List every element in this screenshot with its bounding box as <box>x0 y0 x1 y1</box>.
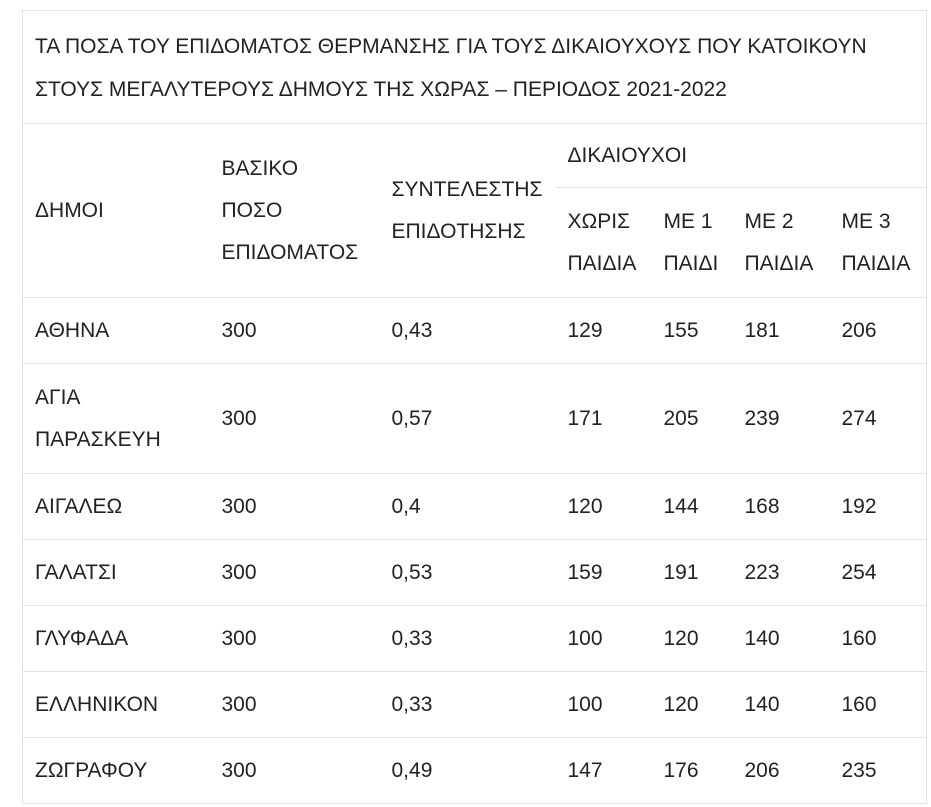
table-row <box>23 474 927 540</box>
table-row <box>23 298 927 364</box>
header-two-children-line1: ΜΕ 2 <box>744 209 794 233</box>
cell-one-child: 155 <box>652 298 733 364</box>
cell-municipality: ΓΛΥΦΑΔΑ <box>23 606 210 672</box>
header-three-children-line1: ΜΕ 3 <box>841 209 891 233</box>
header-municipality: ΔΗΜΟΙ <box>23 124 210 298</box>
header-no-children-line2: ΠΑΙΔΙΑ <box>567 251 637 275</box>
cell-coefficient: 0,53 <box>380 540 556 606</box>
cell-coefficient: 0,33 <box>380 672 556 738</box>
cell-one-child: 176 <box>652 738 733 804</box>
cell-three-children: 254 <box>830 540 927 606</box>
cell-one-child: 120 <box>652 672 733 738</box>
caption-row <box>23 11 927 124</box>
header-two-children <box>733 188 830 298</box>
header-base-amount-line1: ΒΑΣΙΚΟ <box>221 156 299 180</box>
cell-three-children: 160 <box>830 606 927 672</box>
cell-one-child: 144 <box>652 474 733 540</box>
cell-two-children: 223 <box>733 540 830 606</box>
cell-municipality-line1: ΑΓΙΑ <box>35 385 81 409</box>
cell-coefficient: 0,49 <box>380 738 556 804</box>
cell-two-children: 239 <box>733 364 830 474</box>
header-coefficient <box>380 124 556 298</box>
table-row <box>23 540 927 606</box>
cell-two-children: 140 <box>733 672 830 738</box>
cell-coefficient: 0,4 <box>380 474 556 540</box>
cell-municipality: ΓΑΛΑΤΣΙ <box>23 540 210 606</box>
cell-coefficient: 0,33 <box>380 606 556 672</box>
cell-base-amount: 300 <box>210 540 380 606</box>
table-row <box>23 672 927 738</box>
cell-three-children: 192 <box>830 474 927 540</box>
cell-one-child: 120 <box>652 606 733 672</box>
cell-no-children: 129 <box>556 298 652 364</box>
cell-municipality <box>23 364 210 474</box>
cell-three-children: 235 <box>830 738 927 804</box>
header-beneficiaries: ΔΙΚΑΙΟΥΧΟΙ <box>556 124 927 188</box>
heating-allowance-table-container <box>22 10 926 804</box>
cell-base-amount: 300 <box>210 606 380 672</box>
header-one-child-line1: ΜΕ 1 <box>663 209 713 233</box>
cell-no-children: 100 <box>556 672 652 738</box>
header-two-children-line2: ΠΑΙΔΙΑ <box>744 251 814 275</box>
cell-municipality: ΑΘΗΝΑ <box>23 298 210 364</box>
cell-coefficient: 0,43 <box>380 298 556 364</box>
cell-base-amount: 300 <box>210 738 380 804</box>
cell-no-children: 171 <box>556 364 652 474</box>
cell-municipality-line2: ΠΑΡΑΣΚΕΥΗ <box>35 427 161 451</box>
header-row-top <box>23 124 927 188</box>
cell-three-children: 274 <box>830 364 927 474</box>
header-three-children <box>830 188 927 298</box>
table-caption: ΤΑ ΠΟΣΑ ΤΟΥ ΕΠΙΔΟΜΑΤΟΣ ΘΕΡΜΑΝΣΗΣ ΓΙΑ ΤΟΥΣ ΔΙΚΑΙΟΥΧΟΥΣ ΠΟΥ ΚΑΤΟΙΚΟΥΝ ΣΤΟΥΣ ΜΕΓΑΛΥΤΕΡΟΥΣ ΔΗΜΟΥΣ ΤΗΣ ΧΩΡΑΣ – ΠΕΡΙΟΔΟΣ 2021-2022 <box>23 11 927 124</box>
header-base-amount-line2: ΠΟΣΟ <box>221 198 283 222</box>
header-three-children-line2: ΠΑΙΔΙΑ <box>841 251 911 275</box>
cell-no-children: 120 <box>556 474 652 540</box>
header-coefficient-line1: ΣΥΝΤΕΛΕΣΤΗΣ <box>391 177 543 201</box>
cell-municipality: ΕΛΛΗΝΙΚΟΝ <box>23 672 210 738</box>
header-base-amount <box>210 124 380 298</box>
cell-three-children: 206 <box>830 298 927 364</box>
cell-two-children: 140 <box>733 606 830 672</box>
header-base-amount-line3: ΕΠΙΔΟΜΑΤΟΣ <box>221 240 359 264</box>
cell-two-children: 181 <box>733 298 830 364</box>
cell-one-child: 205 <box>652 364 733 474</box>
header-no-children-line1: ΧΩΡΙΣ <box>567 209 631 233</box>
heating-allowance-table <box>22 10 927 804</box>
cell-three-children: 160 <box>830 672 927 738</box>
table-row <box>23 738 927 804</box>
cell-base-amount: 300 <box>210 364 380 474</box>
cell-no-children: 159 <box>556 540 652 606</box>
cell-municipality: ΖΩΓΡΑΦΟΥ <box>23 738 210 804</box>
table-row <box>23 364 927 474</box>
cell-base-amount: 300 <box>210 298 380 364</box>
cell-municipality: ΑΙΓΑΛΕΩ <box>23 474 210 540</box>
cell-coefficient: 0,57 <box>380 364 556 474</box>
header-one-child <box>652 188 733 298</box>
table-row <box>23 606 927 672</box>
cell-two-children: 168 <box>733 474 830 540</box>
header-coefficient-line2: ΕΠΙΔΟΤΗΣΗΣ <box>391 219 526 243</box>
cell-base-amount: 300 <box>210 474 380 540</box>
header-no-children <box>556 188 652 298</box>
cell-no-children: 147 <box>556 738 652 804</box>
header-one-child-line2: ΠΑΙΔΙ <box>663 251 719 275</box>
cell-one-child: 191 <box>652 540 733 606</box>
cell-base-amount: 300 <box>210 672 380 738</box>
cell-two-children: 206 <box>733 738 830 804</box>
cell-no-children: 100 <box>556 606 652 672</box>
